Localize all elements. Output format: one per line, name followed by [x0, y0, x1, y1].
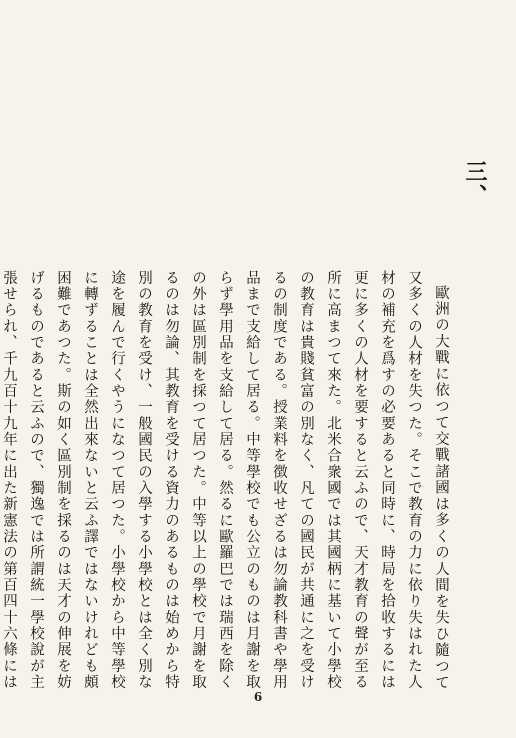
body-paragraph: 歐洲の大戰に依つて交戰諸國は多くの人間を失ひ隨つて又多くの人材を失つた。そこで教育の力に依り失はれた人材の補充を爲すの必要あると同時に、時局を拾收するには更に多くの人材を要すると云ふので、天才教育の聲が至る所に高まつて來た。北米合衆國では其國柄に基いて小學校の教育は貴賤貧富の別なく、凡ての國民が共通に之を受けるの制度である。授業料を徴收せざるは勿論教科書や學用品まで支給して居る。中等學校でも公立のものは月謝を取らず學用品を支給して居る。然るに歐羅巴では瑞西を除くの外は區別制を採つて居つた。中等以上の學校で月謝を取るのは勿論、其教育を受ける資力のあるものは始めから特別の教育を受け、一般國民の入學する小學校とは全く別な途を履んで行くやうになつて居つた。小學校から中等學校に轉ずることは全然出來ないと云ふ譯ではないけれども頗困難であつた。斯の如く區別制を採るのは天才の伸展を妨げるものであると云ふので、獨逸では所謂統一學校說が主張せられ、千九百十九年に出た新憲法の第百四十六條には — [1, 270, 449, 690]
body-text-block — [0, 270, 454, 690]
section-heading: 三、 — [462, 160, 488, 208]
page-number: 6 — [253, 690, 263, 704]
